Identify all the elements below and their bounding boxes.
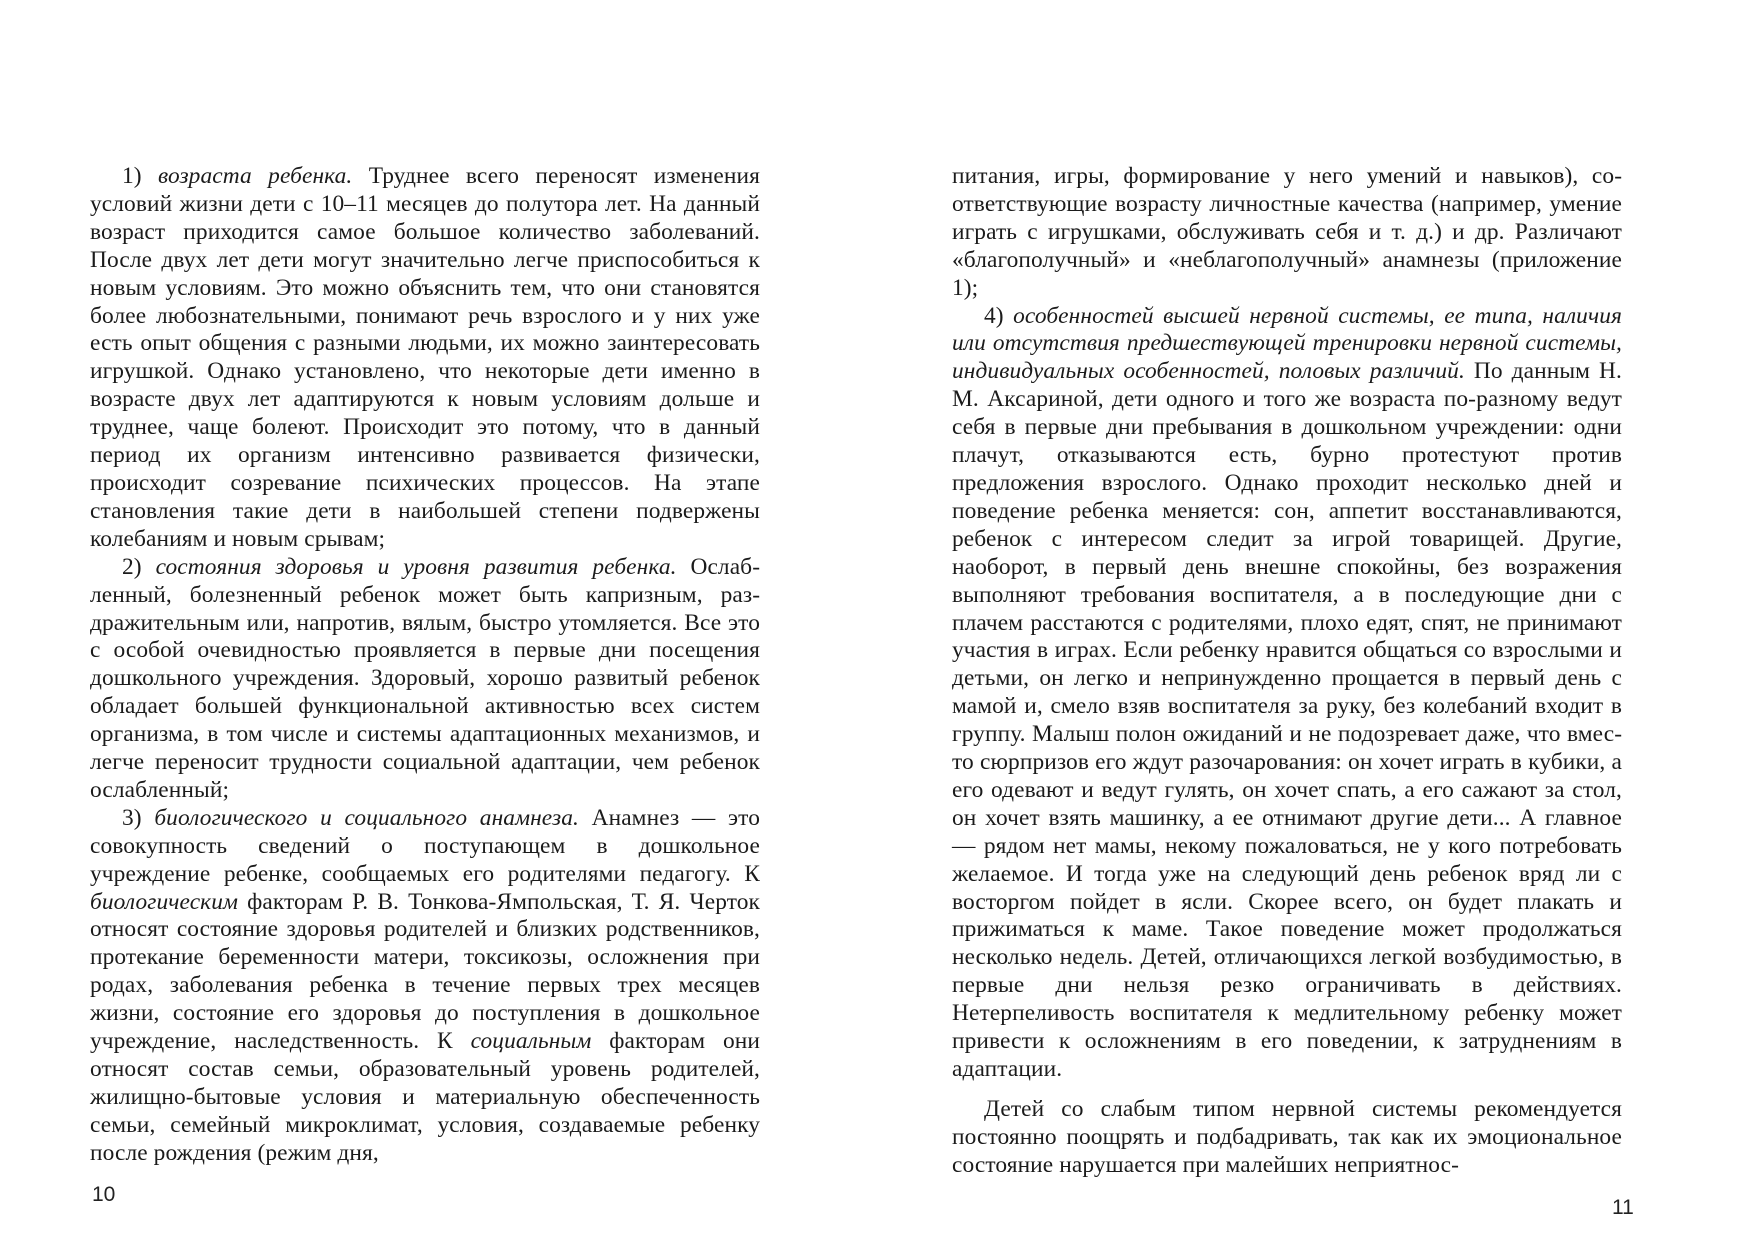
- paragraph-text: питания, игры, формирование у него умений и навыков), соответствующие возрасту личностные качества (например, умение играть с игрушками, обслуживать себя и т. д.) и др. Различают «благополучный» и «неблагополучный» анамнезы (приложение 1);: [952, 163, 1622, 301]
- paragraph-continued: [952, 163, 1622, 303]
- left-text-column: [90, 163, 760, 1168]
- paragraph-nervous-system: [952, 303, 1622, 1084]
- paragraph-text: Анамнез — это совокупность сведений о поступающем в дошкольное учреждение ребенке, сообщаемых его родителями педагогу. К: [90, 804, 760, 887]
- page-number-right: 11: [1612, 1196, 1634, 1219]
- italic-term: социальным: [470, 1028, 592, 1055]
- paragraph-health: [90, 554, 760, 805]
- list-number: 1): [122, 163, 159, 189]
- paragraph-heading-italic: возраста ребенка.: [158, 163, 353, 189]
- page-number-left: 10: [92, 1183, 116, 1206]
- paragraph-text: факторам они относят состав семьи, образовательный уровень родителей, жилищно-бытовые условия и материальную обеспеченность семьи, семейный микроклимат, условия, создаваемые ребенку после рождения (режим дня,: [90, 1028, 761, 1166]
- paragraph-heading-italic: биологического и социального анамнеза.: [154, 804, 579, 831]
- paragraph-heading-italic: особенностей высшей нервной системы, ее типа, наличия или отсутствия предшествующей тренировки нервной системы, индивидуальных особенностей, половых различий.: [952, 302, 1622, 385]
- italic-term: биологическим: [90, 888, 239, 915]
- paragraph-anamnesis: [90, 805, 760, 1168]
- paragraph-weak-type: [952, 1096, 1622, 1180]
- paragraph-text: факторам Р. В. Тонкова-Ямпольская, Т. Я. Черток относят состояние здоровья родителей и близких родственников, протекание беременности матери, токсикозы, осложнения при родах, заболевания ребенка в течение первых трех месяцев жизни, состояние его здоровья до поступления в дошкольное учреждение, наследственность. К: [90, 888, 760, 1055]
- list-number: 4): [984, 302, 1014, 329]
- paragraph-heading-italic: состояния здоровья и уровня развития ребенка.: [155, 553, 677, 580]
- list-number: 2): [122, 553, 156, 580]
- right-page: [860, 0, 1754, 1241]
- list-number: 3): [122, 804, 155, 831]
- paragraph-text: По данным Н. М. Аксариной, дети одного и того же возраста по-разному ведут себя в первые дни пребывания в дошкольном учреждении: одни плачут, отказываются есть, бурно протестуют против предложения взрослого. Однако проходит несколько дней и поведение ребенка меняется: сон, аппетит восстанавливаются, ребенок с интересом следит за игрой товарищей. Другие, наоборот, в первый день внешне спокойны, без возражения выполняют требования воспитателя, а в последующие дни с плачем расстаются с родителями, плохо едят, спят, не принимают участия в играх. Если ребенку нравится общаться со взрослыми и детьми, он легко и непринужденно прощается в первый день с мамой и, смело взяв воспитателя за руку, без колебаний входит в группу. Малыш полон ожиданий и не подозревает даже, что вместо сюрпризов его ждут разочарования: он хочет играть в кубики, а его одевают и ведут гулять, он хочет спать, а его сажают за стол, он хочет взять машинку, а ее отнимают другие дети... А главное — рядом нет мамы, некому пожаловаться, не у кого потребовать желаемое. И тогда уже на следующий день ребенок вряд ли с восторгом пойдет в ясли. Скорее всего, он будет плакать и прижиматься к маме. Такое поведение может продолжаться несколько недель. Детей, отличающихся легкой возбудимостью, в первые дни нельзя резко ограничивать в действиях. Нетерпеливость воспитателя к медлительному ребенку может привести к осложнениям в его поведении, к затруднениям в адаптации.: [952, 358, 1622, 1082]
- left-page: [0, 0, 860, 1241]
- right-text-column: [952, 163, 1622, 1180]
- paragraph-age: [90, 163, 760, 554]
- paragraph-text: Ослабленный, болезненный ребенок может быть капризным, раздражительным или, напротив, вялым, быстро утомляется. Все это с особой очевидностью проявляется в первые дни посещения дошкольного учреждения. Здоровый, хорошо развитый ребенок обладает большей функциональной активностью всех систем организма, в том числе и системы адаптационных механизмов, и легче переносит трудности социальной адаптации, чем ребенок ослабленный;: [90, 553, 760, 803]
- paragraph-text: Труднее всего переносят изменения условий жизни дети с 10–11 месяцев до полутора лет. На данный возраст приходится самое большое количество заболеваний. После двух лет дети могут значительно легче приспособиться к новым условиям. Это можно объяснить тем, что они становятся более любознательными, понимают речь взрослого и у них уже есть опыт общения с разными людьми, их можно заинтересовать игрушкой. Однако установлено, что некоторые дети именно в возрасте двух лет адаптируются к новым условиям дольше и труднее, чаще болеют. Происходит это потому, что в данный период их организм интенсивно развивается физически, происходит созревание психических процессов. На этапе становления такие дети в наибольшей степени подвержены колебаниям и новым срывам;: [90, 163, 760, 552]
- paragraph-text: Детей со слабым типом нервной системы рекомендуется постоянно поощрять и подбадривать, так как их эмоциональное состояние нарушается при малейших неприятнос-: [952, 1095, 1622, 1178]
